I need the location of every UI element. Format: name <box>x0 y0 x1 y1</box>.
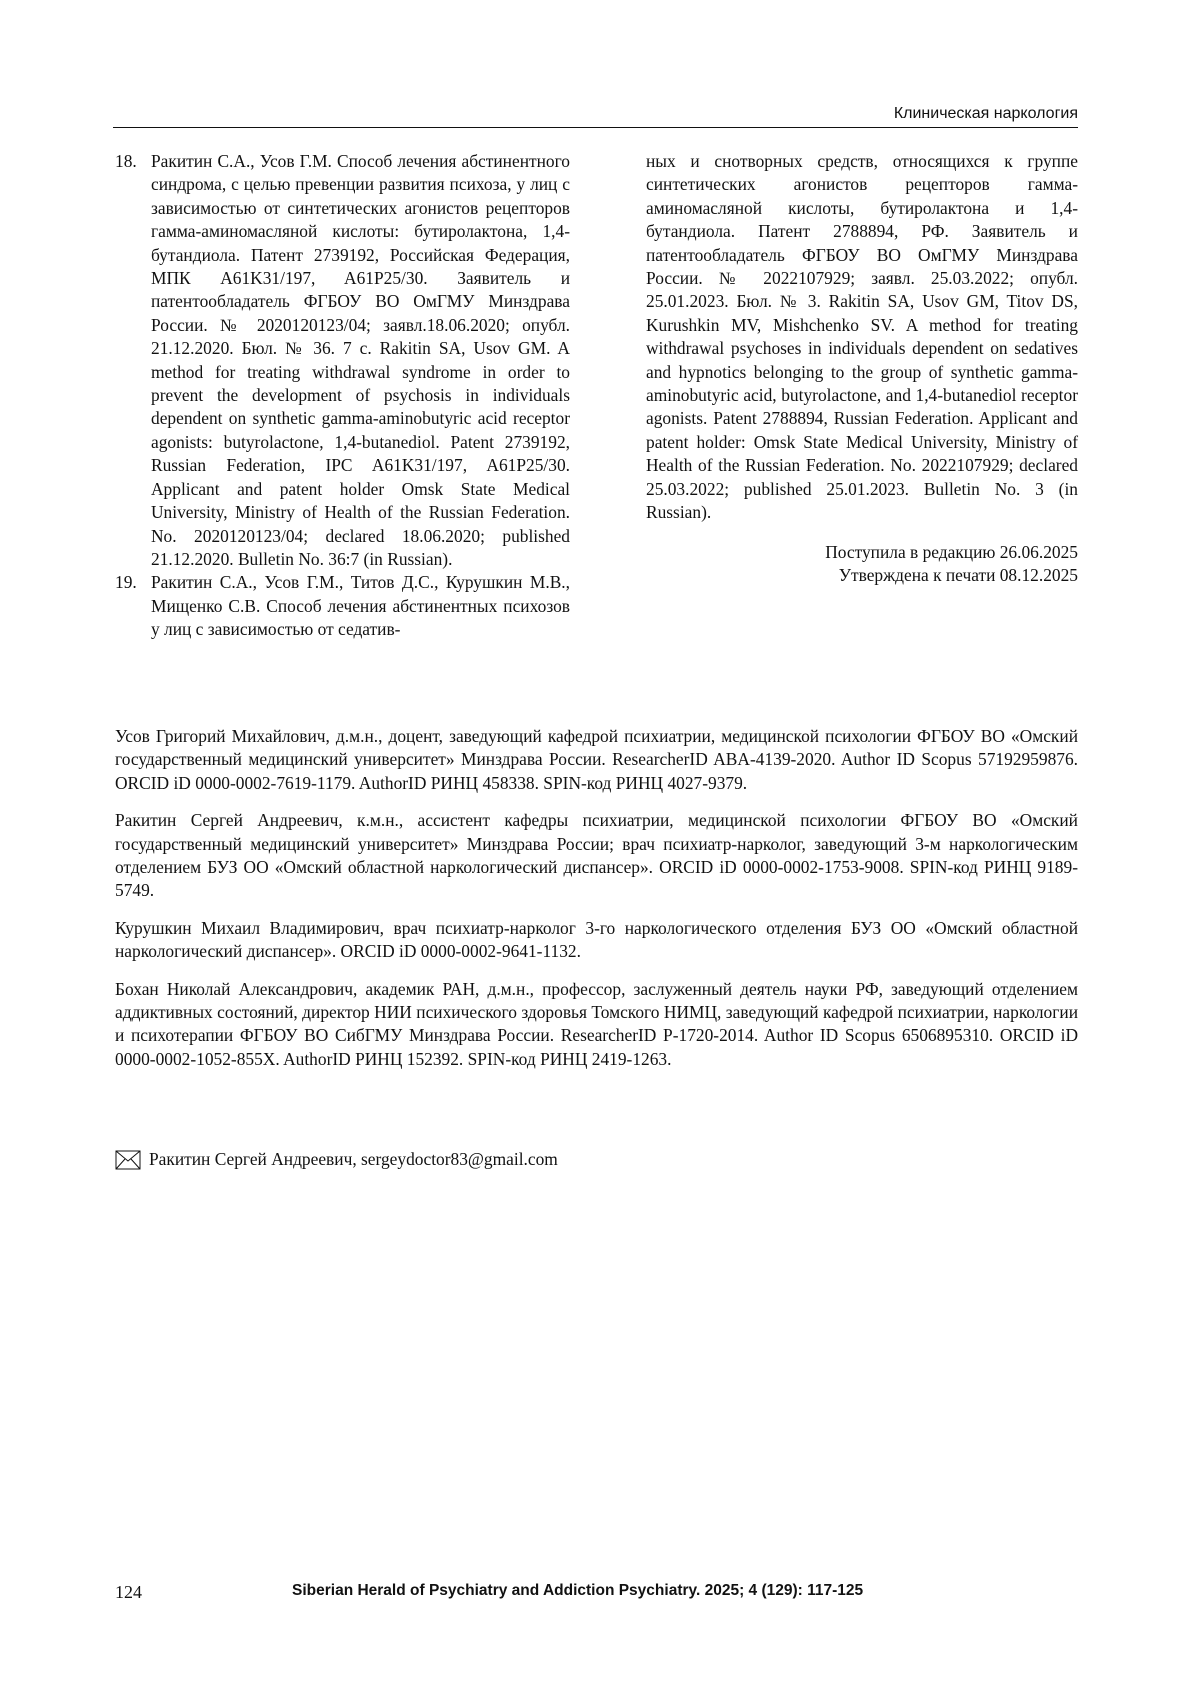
contact-text: Ракитин Сергей Андреевич, sergeydoctor83@gmail.com <box>149 1149 558 1169</box>
envelope-icon <box>115 1150 141 1170</box>
reference-number: 18. <box>115 151 137 171</box>
references-left-column <box>115 150 570 642</box>
reference-number: 19. <box>115 572 137 593</box>
running-title: Клиническая наркология <box>893 105 1078 122</box>
journal-citation: Siberian Herald of Psychiatry and Addiction Psychiatry. 2025; 4 (129): 117-125 <box>292 1582 864 1599</box>
header-rule <box>113 127 1078 128</box>
author-info <box>115 725 1078 1085</box>
page-number: 124 <box>115 1582 142 1602</box>
received-dates <box>646 541 1078 588</box>
reference-text: Ракитин С.А., Усов Г.М., Титов Д.С., Курушкин М.В., Мищенко С.В. Способ лечения абстинентных психозов у лиц с зависимостью от седатив- <box>151 572 570 640</box>
received-line: Поступила в редакцию 26.06.2025 <box>825 541 1078 562</box>
author-bokhan: Бохан Николай Александрович, академик РАН, д.м.н., профессор, заслуженный деятель науки РФ, заведующий отделением аддиктивных состояний, директор НИИ психического здоровья Томского НИМЦ, заведующий кафедрой психиатрии, наркологии и психотерапии ФГБОУ ВО СибГМУ Минздрава России. ResearcherID P-1720-2014. Author ID Scopus 6506895310. ORCID iD 0000-0002-1052-855X. AuthorID РИНЦ 152392. SPIN-код РИНЦ 2419-1263. <box>115 978 1078 1069</box>
accepted-line: Утверждена к печати 08.12.2025 <box>838 564 1078 585</box>
correspondence-contact <box>115 1148 1015 1171</box>
reference-text: Ракитин С.А., Усов Г.М. Способ лечения абстинентного синдрома, с целью превенции развития психоза, у лиц с зависимостью от синтетических агонистов рецепторов гамма-аминомасляной кислоты: бутиролактона, 1,4-бутандиола. Патент 2739192, Российская Федерация, МПК A61K31/197, A61P25/30. Заявитель и патентообладатель ФГБОУ ВО ОмГМУ Минздрава России. № 2020120123/04; заявл.18.06.2020; опубл. 21.12.2020. Бюл. № 36. 7 с. Rakitin SA, Usov GM. A method for treating withdrawal syndrome in order to prevent the development of psychosis in individuals dependent on synthetic gamma-aminobutyric acid receptor agonists: butyrolactone, 1,4-butanediol. Patent 2739192, Russian Federation, IPC A61K31/197, A61P25/30. Applicant and patent holder Omsk State Medical University, Ministry of Health of the Russian Federation. No. 2020120123/04; declared 18.06.2020; published 21.12.2020. Bulletin No. 36:7 (in Russian). <box>151 151 570 569</box>
reference-19 <box>115 571 570 641</box>
author-usov: Усов Григорий Михайлович, д.м.н., доцент, заведующий кафедрой психиатрии, медицинской психологии ФГБОУ ВО «Омский государственный медицинский университет» Минздрава России. ResearcherID ABA-4139-2020. Author ID Scopus 57192959876. ORCID iD 0000-0002-7619-1179. AuthorID РИНЦ 458338. SPIN-код РИНЦ 4027-9379. <box>115 726 1078 793</box>
author-rakitin: Ракитин Сергей Андреевич, к.м.н., ассистент кафедры психиатрии, медицинской психологии ФГБОУ ВО «Омский государственный медицинский университет» Минздрава России; врач психиатр-нарколог, заведующий 3-м наркологическим отделением БУЗ ОО «Омский областной наркологический диспансер». ORCID iD 0000-0002-1753-9008. SPIN-код РИНЦ 9189-5749. <box>115 810 1078 901</box>
author-kurushkin: Курушкин Михаил Владимирович, врач психиатр-нарколог 3-го наркологического отделения БУЗ ОО «Омский областной наркологический диспансер». ORCID iD 0000-0002-9641-1132. <box>115 917 1078 962</box>
reference-19-continuation: ных и снотворных средств, относящихся к группе синтетических агонистов рецепторов гамма-аминомасляной кислоты, бутиролактона и 1,4-бутандиола. Патент 2788894, РФ. Заявитель и патентообладатель ФГБОУ ВО ОмГМУ Минздрава России. № 2022107929; заявл. 25.03.2022; опубл. 25.01.2023. Бюл. № 3. Rakitin SA, Usov GM, Titov DS, Kurushkin MV, Mishchenko SV. A method for treating withdrawal psychoses in individuals dependent on sedatives and hypnotics belonging to the group of synthetic gamma-aminobutyric acid, butyrolactone, and 1,4-butanediol receptor agonists. Patent 2788894, Russian Federation. Applicant and patent holder: Omsk State Medical University, Ministry of Health of the Russian Federation. No. 2022107929; declared 25.03.2022; published 25.01.2023. Bulletin No. 3 (in Russian). <box>646 151 1078 523</box>
references-right-column <box>646 150 1078 587</box>
reference-18 <box>115 150 570 571</box>
